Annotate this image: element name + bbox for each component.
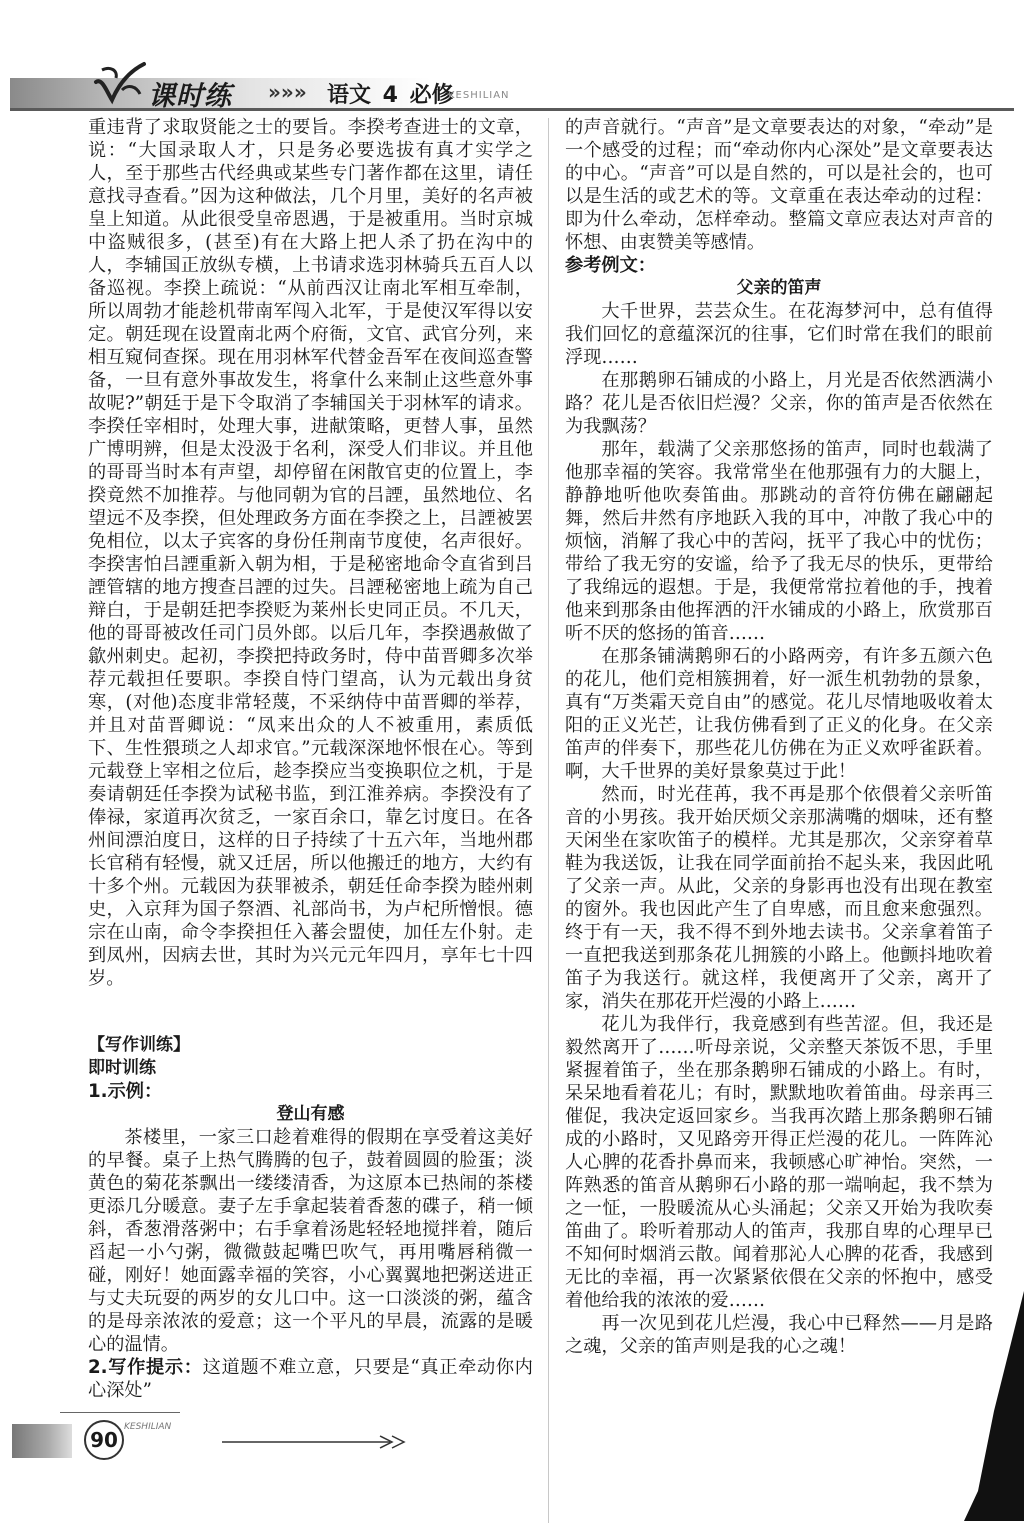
translation-paragraph: 重违背了求取贤能之士的要旨。李揆考查进士的文章，说：“大国录取人才，只是务必要选拔有真才实学之人，至于那些古代经典或某些专门著作都在这里，请任意找寻查看。”因为这种做法，几个月里，美好的名声被皇上知道。从此很受皇帝恩遇，于是被重用。当时京城中盗贼很多，(甚至)有在大路上把人杀了扔在沟中的人，李辅国正放纵专横，上书请求选羽林骑兵五百人以备巡视。李揆上疏说：“从前西汉让南北军相互牵制，所以周勃才能趁机带南军闯入北军，于是使汉军得以安定。朝廷现在设置南北两个府衙，文官、武官分列，来相互窥伺查探。现在用羽林军代替金吾军在夜间巡查警备，一旦有意外事故发生，将拿什么来制止这些意外事故呢?”朝廷于是下令取消了李辅国关于羽林军的请求。李揆任宰相时，处理大事，进献策略，更替人事，虽然广博明辨，但是太没汲于名利，深受人们非议。并且他的哥哥当时本有声望，却停留在闲散官吏的位置上，李揆竟然不加推荐。与他同朝为官的吕諲，虽然地位、名望远不及李揆，但处理政务方面在李揆之上，吕諲被罢免相位，以太子宾客的身份任荆南节度使，名声很好。李揆害怕吕諲重新入朝为相，于是秘密地命令直省到吕諲管辖的地方搜查吕諲的过失。吕諲秘密地上疏为自己辩白，于是朝廷把李揆贬为莱州长史同正员。不几天，他的哥哥被改任司门员外郎。以后几年，李揆遇赦做了歙州刺史。起初，李揆把持政务时，侍中苗晋卿多次举荐元载担任要职。李揆自恃门望高，认为元载出身贫寒，(对他)态度非常轻蔑，不采纳侍中苗晋卿的举荐，并且对苗晋卿说：“凤来出众的人不被重用，素质低下、生性猥琐之人却求官。”元载深深地怀恨在心。等到元载登上宰相之位后，趁李揆应当变换职位之机，于是奏请朝廷任李揆为试秘书监，到江淮养病。李揆没有了俸禄，家道再次贫乏，一家百余口，靠乞讨度日。在各州间漂泊度日，这样的日子持续了十五六年，当地州郡长官稍有轻慢，就又迁居，所以他搬迁的地方，大约有十多个州。元载因为获罪被杀，朝廷任命李揆为睦州刺史，入京拜为国子祭酒、礼部尚书，为卢杞所憎恨。德宗在山南，命令李揆担任入蕃会盟使，加任左仆射。走到凤州，因病去世，其时为兴元元年四月，享年七十四岁。 <box>88 117 533 989</box>
essay2-paragraph: 然而，时光荏苒，我不再是那个依偎着父亲听笛音的小男孩。我开始厌烦父亲那满嘴的烟味，还有整天闲坐在家吹笛子的模样。尤其是那次，父亲穿着草鞋为我送饭，让我在同学面前抬不起头来，我因此吼了父亲一声。从此，父亲的身影再也没有出现在教室的窗外。我也因此产生了自卑感，而且愈来愈强烈。终于有一天，我不得不到外地去读书。父亲拿着笛子一直把我送到那条花儿拥簇的小路上。他颤抖地吹着笛子为我送行。就这样，我便离开了父亲，离开了家，消失在那花开烂漫的小路上…… <box>565 784 993 1012</box>
right-column <box>565 116 993 1358</box>
left-column <box>88 116 533 1402</box>
essay2-title: 父亲的笛声 <box>736 278 822 298</box>
essay1-text: 茶楼里，一家三口趁着难得的假期在享受着这美好的早餐。桌子上热气腾腾的包子，鼓着圆圆的脸蛋；淡黄色的菊花茶飘出一缕缕清香，为这原本已热闹的茶楼更添几分暖意。妻子左手拿起装着香葱的碟子，稍一倾斜，香葱滑落粥中；右手拿着汤匙轻轻地搅拌着，随后舀起一小勺粥，微微鼓起嘴巴吹气，再用嘴唇稍微一碰，刚好！她面露幸福的笑容，小心翼翼地把粥送进正与丈夫玩耍的两岁的女儿口中。这一口淡淡的粥，蕴含的是母亲浓浓的爱意；这一个平凡的早晨，流露的是暖心的温情。 <box>88 1127 533 1355</box>
checkmark-logo-icon <box>92 60 148 112</box>
essay2-paragraph: 在那条铺满鹅卵石的小路两旁，有许多五颜六色的花儿，他们竞相簇拥着，好一派生机勃勃的景象，真有“万类霜天竞自由”的感觉。花儿尽情地吸收着太阳的正义光芒，让我仿佛看到了正义的化身。在父亲笛声的伴奏下，那些花儿仿佛在为正义欢呼雀跃着。啊，大千世界的美好景象莫过于此！ <box>565 646 993 782</box>
item1-label: 1.示例： <box>88 1081 163 1102</box>
book-title: 课时练 <box>148 81 232 112</box>
reference-label: 参考例文： <box>565 255 656 276</box>
essay2-paragraph: 那年，载满了父亲那悠扬的笛声，同时也载满了他那幸福的笑容。我常常坐在他那强有力的大腿上，静静地听他吹奏笛曲。那跳动的音符仿佛在翩翩起舞，然后井然有序地跃入我的耳中，冲散了我心中的烦恼，消解了我心中的苦闷，抚平了我心中的忧伤；带给了我无穷的安谧，给予了我无尽的快乐，更带给了我绵远的遐想。于是，我便常常拉着他的手，拽着他来到那条由他挥洒的汗水铺成的小路上，欣赏那百听不厌的悠扬的笛音…… <box>565 439 993 644</box>
header-arrows: »»» <box>268 80 307 104</box>
essay2-paragraph: 再一次见到花儿烂漫，我心中已释然——月是路之魂，父亲的笛声则是我的心之魂！ <box>565 1313 993 1357</box>
page-number: 90 <box>84 1420 124 1460</box>
item2-text: 这道题不难立意，只要是“真正牵动你内心深处” <box>88 1357 533 1401</box>
page-footer <box>0 1408 1024 1521</box>
header-pinyin: KESHILIAN <box>448 90 510 101</box>
essay2-paragraph: 大千世界，芸芸众生。在花海梦河中，总有值得我们回忆的意蕴深沉的往事，它们时常在我们的眼前浮现…… <box>565 301 993 368</box>
footer-arrow-icon <box>222 1434 412 1450</box>
page-header <box>0 0 1024 118</box>
essay2-paragraph: 花儿为我伴行，我竟感到有些苦涩。但，我还是毅然离开了……听母亲说，父亲整天茶饭不思，手里紧握着笛子，坐在那条鹅卵石铺成的小路上。有时，呆呆地看着花儿；有时，默默地吹着笛曲。母亲再三催促，我决定返回家乡。当我再次踏上那条鹅卵石铺成的小路时，又见路旁开得正烂漫的花儿。一阵阵沁人心脾的花香扑鼻而来，我顿感心旷神怡。突然，一阵熟悉的笛音从鹅卵石小路的那一端响起，我不禁为之一怔，一股暖流从心头涌起；父亲又开始为我吹奏笛曲了。聆听着那动人的笛声，我那自卑的心理早已不知何时烟消云散。闻着那沁人心脾的花香，我感到无比的幸福，再一次紧紧依偎在父亲的怀抱中，感受着他给我的浓浓的爱…… <box>565 1014 993 1311</box>
footer-gradient-block <box>12 1424 72 1458</box>
item2-label: 2.写作提示： <box>88 1357 203 1378</box>
section-title: 【写作训练】 <box>88 1035 190 1055</box>
writing-hint-continued: 的声音就行。“声音”是文章要表达的对象，“牵动”是一个感受的过程；而“牵动你内心深处”是文章要表达的中心。“声音”可以是自然的，可以是社会的，也可以是生活的或艺术的等。文章重在表达牵动的过程：即为什么牵动，怎样牵动。整篇文章应表达对声音的怀想、由衷赞美等感情。 <box>565 117 993 253</box>
essay2-paragraph: 在那鹅卵石铺成的小路上，月光是否依然洒满小路？花儿是否依旧烂漫？父亲，你的笛声是否依然在为我飘荡？ <box>565 370 993 437</box>
sub-title: 即时训练 <box>88 1058 156 1078</box>
page-curl-shadow <box>964 1291 1024 1521</box>
footer-pinyin: KESHILIAN <box>124 1422 172 1432</box>
subject-label: 语文 4 必修 <box>327 83 454 108</box>
footer-line <box>60 1412 180 1413</box>
column-divider <box>548 118 549 1523</box>
essay1-title: 登山有感 <box>276 1104 345 1124</box>
